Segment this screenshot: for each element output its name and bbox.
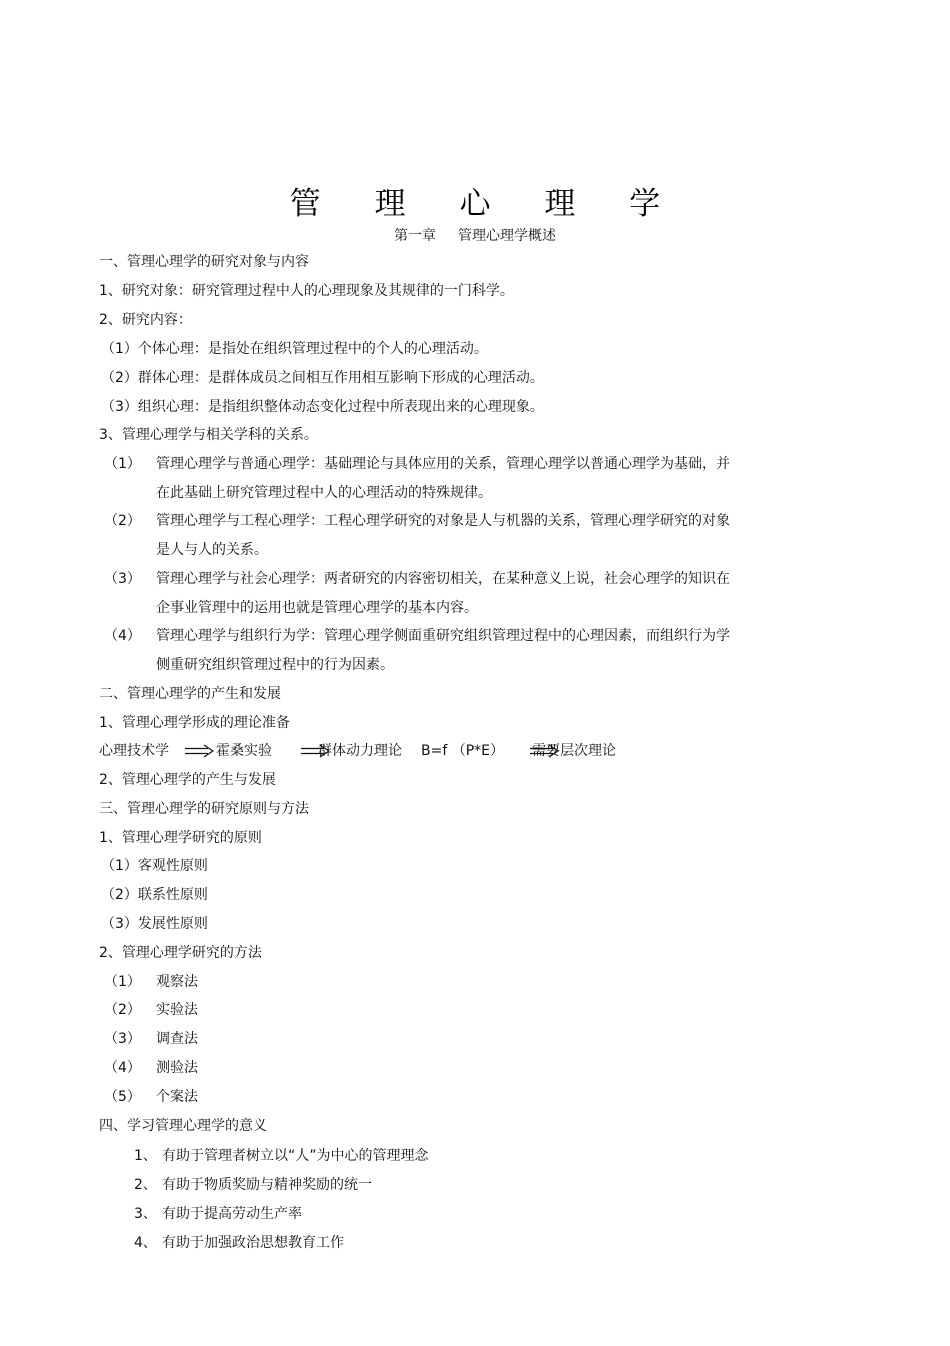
chapter-heading [0, 225, 950, 245]
chapter-number: 第一章 [394, 228, 436, 244]
list-item-number: 3、 [134, 1206, 157, 1222]
list-item-text: 有助于管理者树立以“人”为中心的管理理念 [162, 1148, 429, 1164]
section-heading: 一、管理心理学的研究对象与内容 [99, 254, 309, 270]
list-item-number: （5） [104, 1089, 141, 1105]
paragraph: 1、研究对象：研究管理过程中人的心理现象及其规律的一门科学。 [99, 283, 514, 299]
list-item-number: 2、 [134, 1177, 157, 1193]
section-heading: 四、学习管理心理学的意义 [99, 1118, 267, 1134]
list-item-number: （4） [104, 1060, 141, 1076]
list-item-text: 有助于提高劳动生产率 [162, 1206, 302, 1222]
list-item-number: （3） [104, 1031, 141, 1047]
list-item-text: 管理心理学与社会心理学：两者研究的内容密切相关，在某种意义上说，社会心理学的知识在 [156, 571, 730, 587]
list-item-text: 管理心理学与组织行为学：管理心理学侧面重研究组织管理过程中的心理因素，而组织行为学 [156, 628, 730, 644]
list-item: （3）发展性原则 [101, 916, 208, 932]
list-item-text: 观察法 [156, 974, 198, 990]
list-item-number: 1、 [134, 1148, 157, 1164]
list-item-text: 个案法 [156, 1089, 198, 1105]
paragraph: 3、管理心理学与相关学科的关系。 [99, 427, 318, 443]
list-item-text: 是人与人的关系。 [156, 542, 268, 558]
list-item-text: 实验法 [156, 1002, 198, 1018]
paragraph: 2、管理心理学研究的方法 [99, 945, 262, 961]
list-item: （1）客观性原则 [101, 858, 208, 874]
flow-step: 群体动力理论 [318, 743, 402, 759]
double-arrow-icon [184, 744, 214, 758]
section-heading: 三、管理心理学的研究原则与方法 [99, 801, 309, 817]
list-item-number: 4、 [134, 1235, 157, 1251]
list-item-text: 侧重研究组织管理过程中的行为因素。 [156, 657, 394, 673]
list-item: （2）群体心理：是群体成员之间相互作用相互影响下形成的心理活动。 [101, 370, 544, 386]
section-heading: 二、管理心理学的产生和发展 [99, 686, 281, 702]
list-item-number: （4） [104, 628, 141, 644]
paragraph: 1、管理心理学研究的原则 [99, 830, 262, 846]
list-item-number: （2） [104, 1002, 141, 1018]
list-item-number: （1） [104, 974, 141, 990]
list-item-text: 有助于加强政治思想教育工作 [162, 1235, 344, 1251]
paragraph: 1、管理心理学形成的理论准备 [99, 715, 290, 731]
list-item: （2）联系性原则 [101, 887, 208, 903]
flow-step: B=f （P*E） [421, 743, 505, 759]
list-item-text: 管理心理学与普通心理学：基础理论与具体应用的关系，管理心理学以普通心理学为基础，并 [156, 456, 730, 472]
flow-step: 心理技术学 [99, 743, 169, 759]
document-title: 管 理 心 理 学 [289, 186, 683, 222]
list-item-number: （2） [104, 513, 141, 529]
list-item-text: 调查法 [156, 1031, 198, 1047]
list-item: （3）组织心理：是指组织整体动态变化过程中所表现出来的心理现象。 [101, 399, 544, 415]
flow-step: 需要层次理论 [532, 743, 616, 759]
list-item-text: 企事业管理中的运用也就是管理心理学的基本内容。 [156, 600, 478, 616]
list-item-text: 在此基础上研究管理过程中人的心理活动的特殊规律。 [156, 485, 492, 501]
list-item-text: 测验法 [156, 1060, 198, 1076]
list-item-number: （3） [104, 571, 141, 587]
flow-step: 霍桑实验 [216, 743, 272, 759]
list-item: （1）个体心理：是指处在组织管理过程中的个人的心理活动。 [101, 341, 488, 357]
paragraph: 2、管理心理学的产生与发展 [99, 772, 276, 788]
list-item-text: 有助于物质奖励与精神奖励的统一 [162, 1177, 372, 1193]
list-item-number: （1） [104, 456, 141, 472]
paragraph: 2、研究内容： [99, 312, 192, 328]
list-item-text: 管理心理学与工程心理学：工程心理学研究的对象是人与机器的关系，管理心理学研究的对象 [156, 513, 730, 529]
chapter-title: 管理心理学概述 [458, 228, 556, 244]
